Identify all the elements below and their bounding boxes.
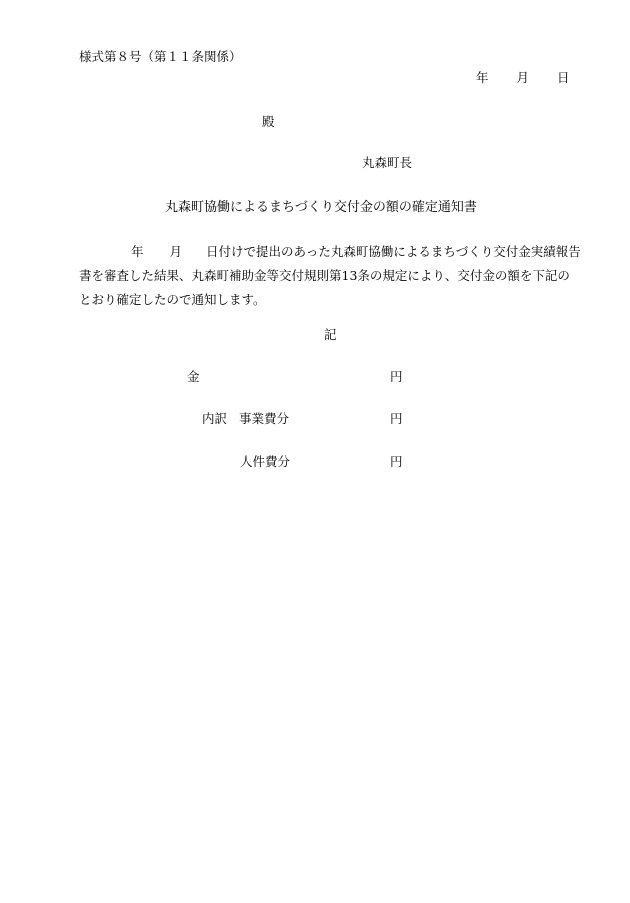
breakdown-line — [202, 413, 289, 426]
amount-label: 金 — [187, 369, 200, 384]
personnel-cost-yen-unit: 円 — [390, 454, 403, 469]
issuer-name: 丸森町長 — [362, 155, 413, 170]
form-number: 様式第８号（第１１条関係） — [79, 49, 242, 64]
project-cost-yen-unit: 円 — [390, 411, 403, 426]
date-line — [476, 72, 570, 85]
date-month-label: 月 — [516, 70, 530, 85]
addressee-honorific: 殿 — [262, 114, 275, 129]
date-year-label: 年 — [476, 70, 489, 85]
amount-yen-unit: 円 — [390, 369, 403, 384]
document-title: 丸森町協働によるまちづくり交付金の額の確定通知書 — [165, 200, 477, 215]
personnel-cost-label: 人件費分 — [240, 454, 291, 469]
body-month-label: 月 — [169, 244, 183, 259]
body-paragraph — [79, 240, 581, 312]
body-text: 日付けで提出のあった丸森町協働によるまちづくり交付金実績報告書を審査した結果、丸森町補助金等交付規則第13条の規定により、交付金の額を下記のとおり確定したので通知します。 — [79, 244, 581, 307]
ki-heading: 記 — [324, 327, 337, 342]
project-cost-label: 事業費分 — [239, 411, 290, 426]
body-year-label: 年 — [131, 244, 144, 259]
date-day-label: 日 — [557, 70, 570, 85]
breakdown-label: 内訳 — [202, 411, 228, 426]
